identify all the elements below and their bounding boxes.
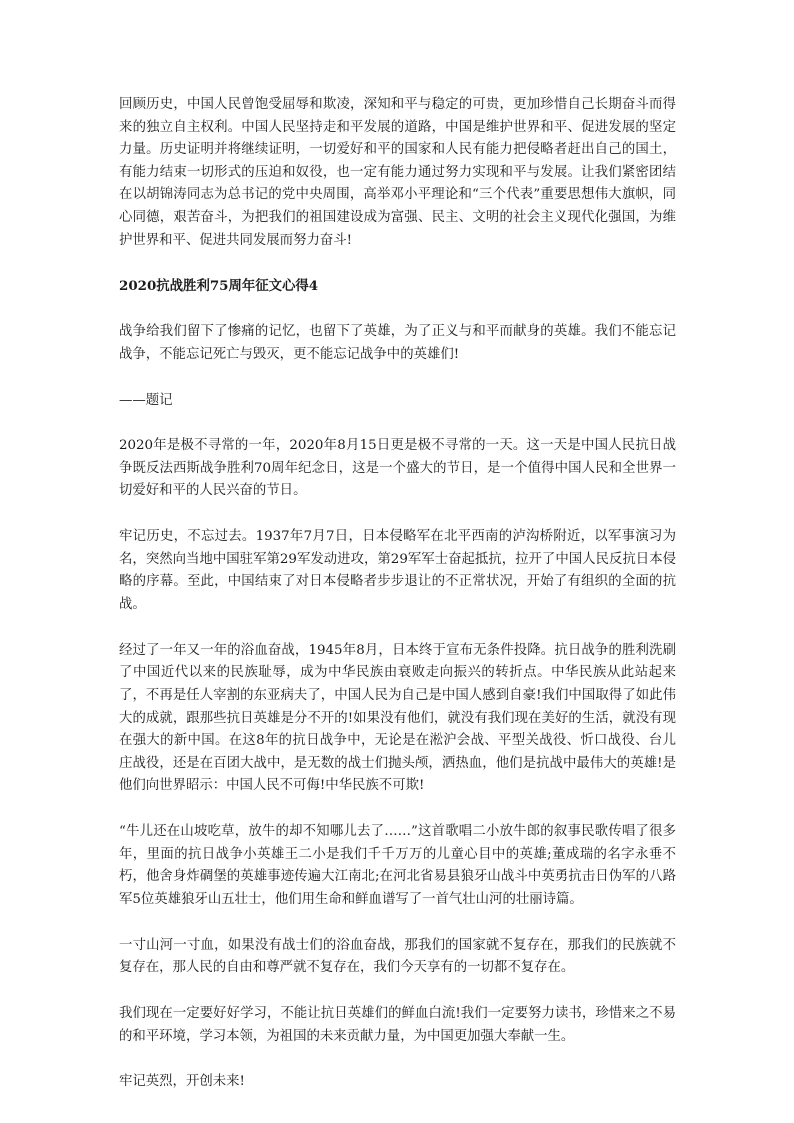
section-heading: 2020抗战胜利75周年征文心得4 bbox=[119, 278, 319, 295]
paragraph-study-hard: 我们现在一定要好好学习，不能让抗日英雄们的鲜血白流!我们一定要努力读书，珍惜来之不易的和平环境，学习本领，为祖国的未来贡献力量，为中国更加强大奉献一生。 bbox=[119, 1006, 676, 1044]
paragraph-epigraph: ——题记 bbox=[119, 392, 173, 408]
document-page bbox=[119, 94, 676, 1117]
paragraph-victory: 经过了一年又一年的浴血奋战，1945年8月，日本终于宣布无条件投降。抗日战争的胜利洗刷了中国近代以来的民族耻辱，成为中华民族由衰败走向振兴的转折点。中华民族从此站起来了，不再是任人宰割的东亚病夫了，中国人民为自己是中国人感到自豪!我们中国取得了如此伟大的成就，跟那些抗日英雄是分不开的!如果没有他们，就没有我们现在美好的生活，就没有现在强大的新中国。在这8年的抗日战争中，无论是在淞沪会战、平型关战役、忻口战役、台儿庄战役，还是在百团大战中，是无数的战士们抛头颅，洒热血，他们是抗战中最伟大的英雄!是他们向世界昭示：中国人民不可侮!中华民族不可欺! bbox=[119, 642, 676, 794]
paragraph-anniversary: 2020年是极不寻常的一年，2020年8月15日更是极不寻常的一天。这一天是中国人民抗日战争既反法西斯战争胜利70周年纪念日，这是一个盛大的节日，是一个值得中国人民和全世界一切爱好和平的人民兴奋的节日。 bbox=[119, 438, 676, 499]
paragraph-heroes: “牛儿还在山坡吃草，放牛的却不知哪儿去了……”这首歌唱二小放牛郎的叙事民歌传唱了很多年，里面的抗日战争小英雄王二小是我们千千万万的儿童心目中的英雄;董成瑞的名字永垂不朽，他舍身炸碉堡的英雄事迹传遍大江南北;在河北省易县狼牙山战斗中英勇抗击日伪军的八路军5位英雄狼牙山五壮士，他们用生命和鲜血谱写了一首气壮山河的壮丽诗篇。 bbox=[119, 824, 676, 907]
paragraph-history-review: 回顾历史，中国人民曾饱受屈辱和欺凌，深知和平与稳定的可贵，更加珍惜自己长期奋斗而得来的独立自主权利。中国人民坚持走和平发展的道路，中国是维护世界和平、促进发展的坚定力量。历史证明并将继续证明，一切爱好和平的国家和人民有能力把侵略者赶出自己的国土，有能力结束一切形式的压迫和奴役，也一定有能力通过努力实现和平与发展。让我们紧密团结在以胡锦涛同志为总书记的党中央周围，高举邓小平理论和“三个代表”重要思想伟大旗帜，同心同德，艰苦奋斗，为把我们的祖国建设成为富强、民主、文明的社会主义现代化强国，为维护世界和平、促进共同发展而努力奋斗! bbox=[119, 97, 676, 248]
paragraph-closing: 牢记英烈，开创未来! bbox=[119, 1074, 245, 1090]
paragraph-every-inch: 一寸山河一寸血，如果没有战士们的浴血奋战，那我们的国家就不复存在，那我们的民族就不复存在，那人民的自由和尊严就不复存在，我们今天享有的一切都不复存在。 bbox=[119, 937, 676, 976]
paragraph-remember-history: 牢记历史，不忘过去。1937年7月7日，日本侵略军在北平西南的泸沟桥附近，以军事演习为名，突然向当地中国驻军第29军发动进攻，第29军军士奋起抵抗，拉开了中国人民反抗日本侵略的序幕。至此，中国结束了对日本侵略者步步退让的不正常状况，开始了有组织的全面的抗战。 bbox=[119, 529, 676, 613]
paragraph-war-memory: 战争给我们留下了惨痛的记忆，也留下了英雄，为了正义与和平而献身的英雄。我们不能忘记战争，不能忘记死亡与毁灭，更不能忘记战争中的英雄们! bbox=[119, 324, 676, 362]
